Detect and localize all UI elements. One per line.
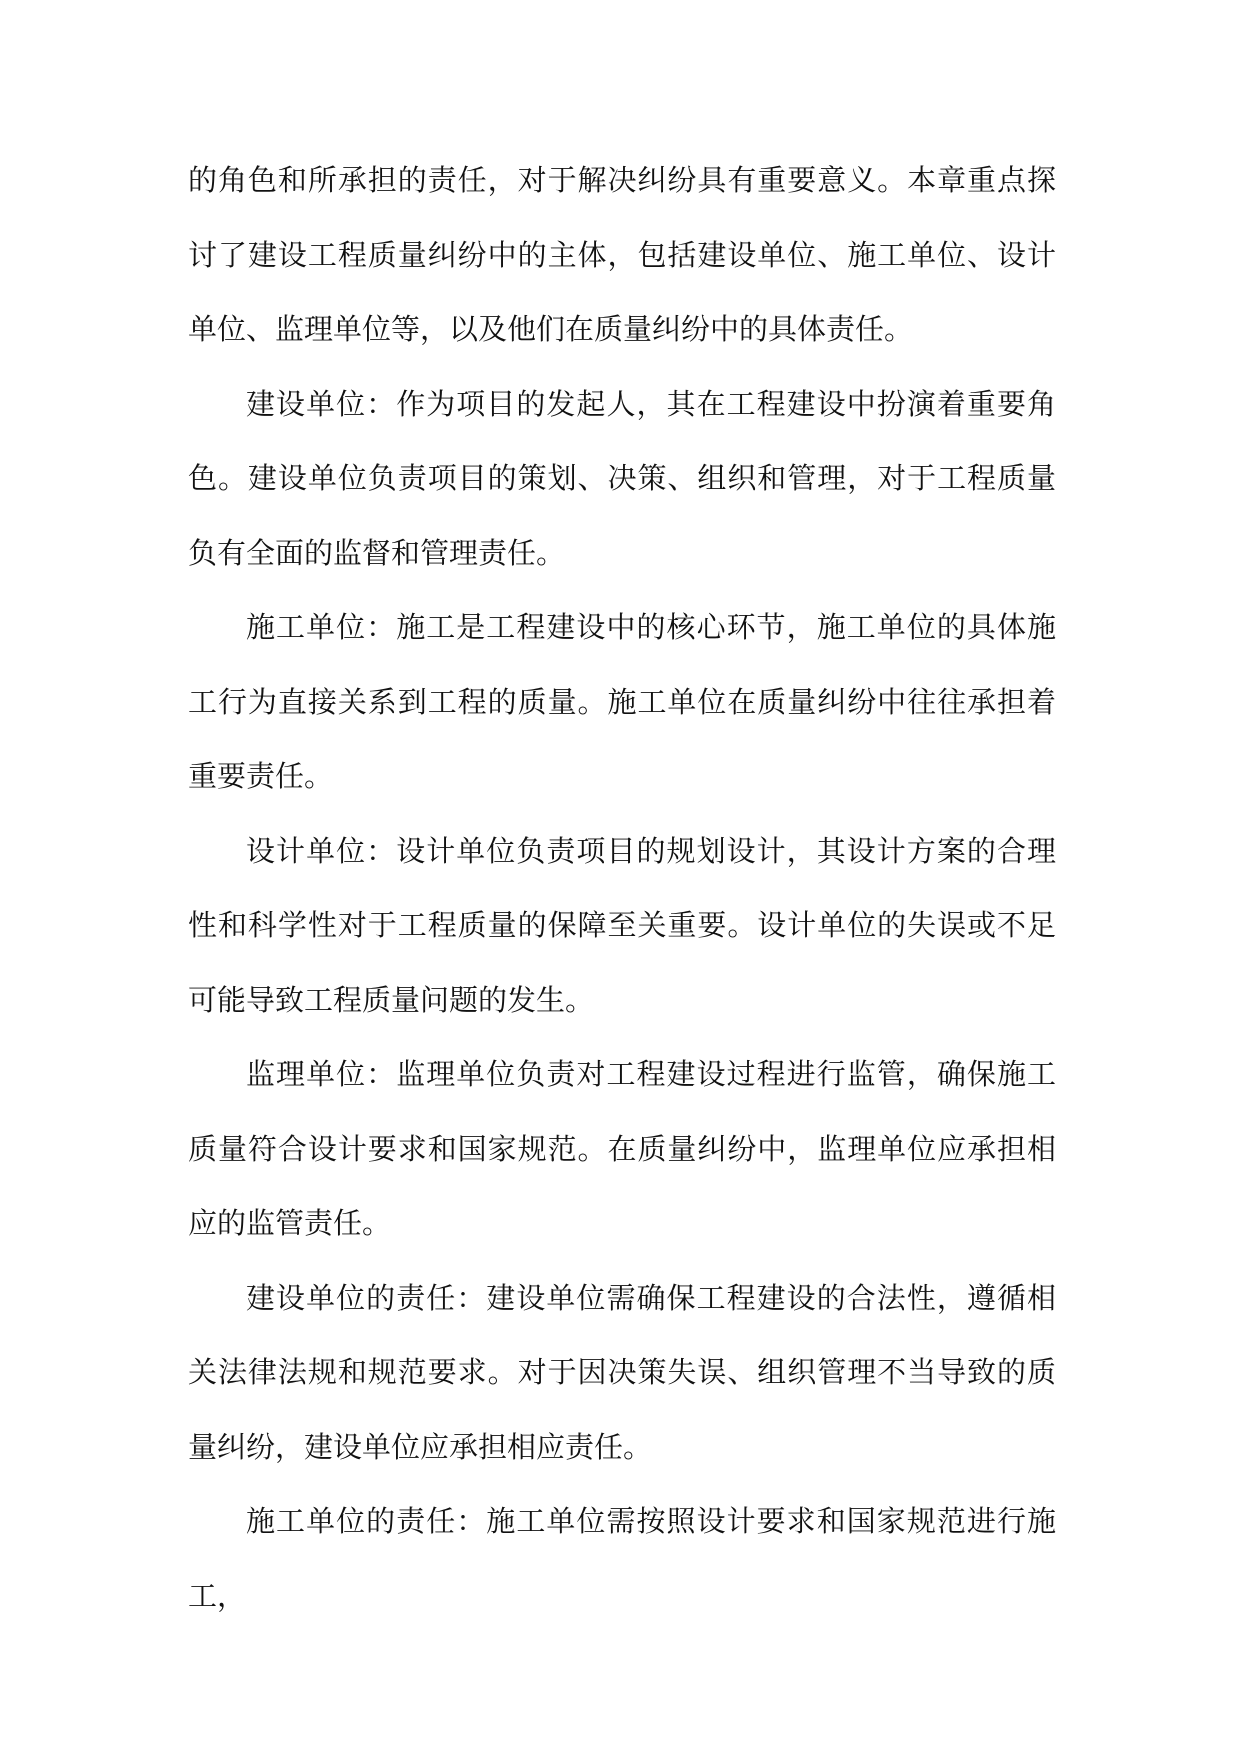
paragraph-supervision-unit: 监理单位：监理单位负责对工程建设过程进行监管，确保施工质量符合设计要求和国家规范。在质量纠纷中，监理单位应承担相应的监管责任。	[188, 1057, 1056, 1240]
paragraph-construction-unit: 建设单位：作为项目的发起人，其在工程建设中扮演着重要角色。建设单位负责项目的策划、决策、组织和管理，对于工程质量负有全面的监督和管理责任。	[188, 386, 1056, 570]
paragraph-intro-continued: 的角色和所承担的责任，对于解决纠纷具有重要意义。本章重点探讨了建设工程质量纠纷中的主体，包括建设单位、施工单位、设计单位、监理单位等，以及他们在质量纠纷中的具体责任。	[188, 163, 1056, 346]
paragraph-construction-unit-responsibility: 建设单位的责任：建设单位需确保工程建设的合法性，遵循相关法律法规和规范要求。对于因决策失误、组织管理不当导致的质量纠纷，建设单位应承担相应责任。	[188, 1280, 1056, 1464]
paragraph-contractor-unit-responsibility: 施工单位的责任：施工单位需按照设计要求和国家规范进行施工，	[188, 1504, 1056, 1613]
body-text	[188, 143, 1056, 1633]
paragraph-design-unit: 设计单位：设计单位负责项目的规划设计，其设计方案的合理性和科学性对于工程质量的保障至关重要。设计单位的失误或不足可能导致工程质量问题的发生。	[188, 833, 1056, 1017]
paragraph-contractor-unit: 施工单位：施工是工程建设中的核心环节，施工单位的具体施工行为直接关系到工程的质量。施工单位在质量纠纷中往往承担着重要责任。	[188, 610, 1056, 793]
